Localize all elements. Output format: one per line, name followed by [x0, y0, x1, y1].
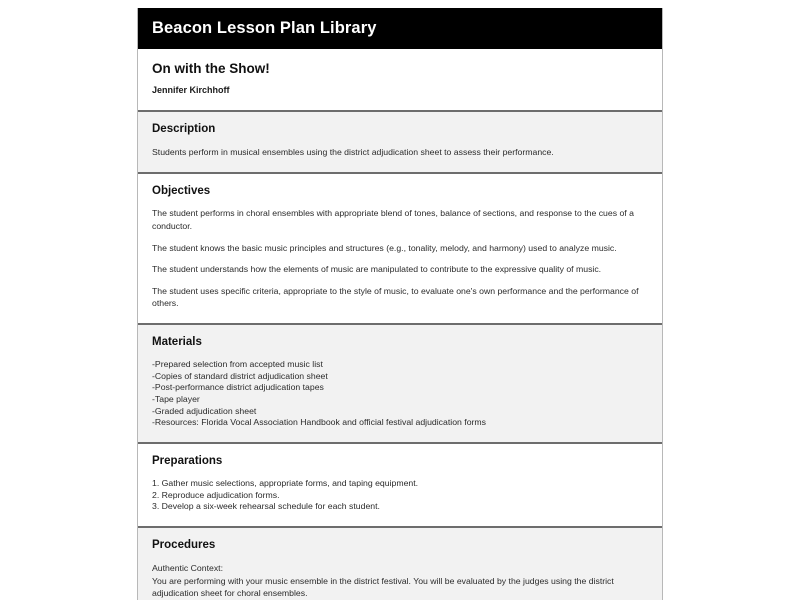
section-heading-description: Description — [152, 123, 216, 136]
lesson-title-block — [138, 49, 662, 112]
preparations-list — [152, 478, 648, 513]
list-item: -Copies of standard district adjudication sheet — [152, 370, 328, 381]
section-heading-objectives: Objectives — [152, 184, 211, 197]
objective-item: The student knows the basic music principles and structures (e.g., tonality, melody, and harmony) used to analyze music. — [152, 242, 617, 253]
section-preparations — [138, 444, 662, 528]
section-description — [138, 112, 662, 173]
list-item: -Post-performance district adjudication tapes — [152, 382, 324, 393]
section-heading-preparations: Preparations — [152, 455, 223, 468]
section-heading-materials: Materials — [152, 335, 202, 348]
page-title: On with the Show! — [152, 61, 270, 77]
list-item: 1. Gather music selections, appropriate forms, and taping equipment. — [152, 477, 419, 488]
section-procedures — [138, 528, 662, 600]
site-title: Beacon Lesson Plan Library — [152, 19, 377, 37]
lesson-author: Jennifer Kirchhoff — [152, 85, 230, 96]
procedures-context-label: Authentic Context: — [152, 562, 223, 573]
objective-item: The student understands how the elements of music are manipulated to contribute to the expressive quality of music. — [152, 264, 602, 275]
materials-list — [152, 359, 648, 429]
site-masthead — [138, 8, 662, 49]
list-item: -Resources: Florida Vocal Association Handbook and official festival adjudication forms — [152, 417, 487, 428]
list-item: 2. Reproduce adjudication forms. — [152, 489, 280, 500]
section-materials — [138, 325, 662, 444]
procedures-context-text: You are performing with your music ensemble in the district festival. You will be evaluated by the judges using the district adjudication sheet for choral ensembles. — [152, 575, 614, 599]
description-text: Students perform in musical ensembles using the district adjudication sheet to assess their performance. — [152, 146, 554, 157]
list-item: -Graded adjudication sheet — [152, 405, 257, 416]
objective-item: The student performs in choral ensembles with appropriate blend of tones, balance of sections, and response to the cues of a conductor. — [152, 208, 634, 231]
section-objectives — [138, 174, 662, 325]
list-item: -Prepared selection from accepted music list — [152, 358, 323, 369]
lesson-plan-document — [137, 8, 663, 600]
list-item: -Tape player — [152, 393, 200, 404]
list-item: 3. Develop a six-week rehearsal schedule for each student. — [152, 501, 380, 512]
objective-item: The student uses specific criteria, appropriate to the style of music, to evaluate one's own performance and the performance of others. — [152, 285, 639, 309]
section-heading-procedures: Procedures — [152, 539, 216, 552]
